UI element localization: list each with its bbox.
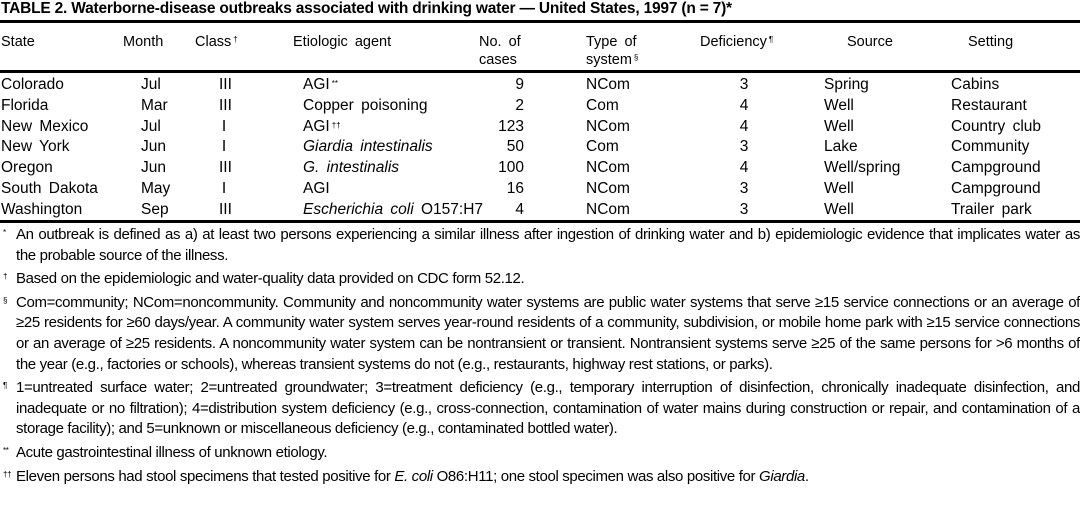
table-row [0,117,1080,138]
cell-month: Jun [141,138,166,156]
footnote-text: 1=untreated surface water; 2=untreated groundwater; 3=treatment deficiency (e.g., temporary interruption of disinfection, chronically inadequate disinfection, and inadequate or no filtration); 4=distribution system deficiency (e.g., cross-connection, contamination of water mains during construction or repair, and contamination of a storage facility); and 5=unknown or miscellaneous deficiency (e.g., contaminated bottled water). [16,379,1080,438]
footnote-marker: ¶ [3,381,7,391]
footnote-italic-text: E. coli [394,467,433,485]
cell-source: Well [824,96,854,114]
cell-etiologic-agent [303,96,430,116]
cell-source: Well [824,117,854,135]
cell-month: Jun [141,159,166,177]
column-header-state [1,33,35,51]
footnote-marker: † [3,272,8,282]
cell-setting: Community [951,138,1030,156]
cell-system-type: NCom [586,117,630,135]
cell-system-type: NCom [586,76,630,93]
cell-system-type: Com [586,96,619,114]
footnote-text: O86:H11; one stool specimen was also positive for [432,467,760,485]
cell-cases: 123 [498,117,524,135]
column-header-label: Deficiency [700,34,767,50]
cell-class: III [219,159,232,177]
cell-source: Well [824,200,854,218]
footnote-text: . [804,467,809,485]
cell-cases: 9 [515,76,524,93]
cell-month: Jul [141,117,161,135]
footnote-text: An outbreak is defined as a) at least two persons experiencing a similar illness after ingestion of drinking water and b) epidemiologic evidence that implicates water as the probable source of the illness. [16,226,1080,264]
cell-class: I [221,138,227,156]
table-row [0,200,1080,221]
header-rule [0,70,1080,73]
column-header-cases [479,33,521,69]
column-header-label: Month [123,34,164,50]
cell-cases: 16 [506,179,524,197]
column-header-label: Etiologic agent [293,34,392,50]
agent-text-rest: O157:H7 [413,200,484,218]
cell-setting: Restaurant [951,96,1027,114]
column-header-class [195,33,238,51]
cell-state: Oregon [1,159,53,177]
cell-system-type: NCom [586,179,630,197]
cell-state: New Mexico [1,117,89,135]
cell-deficiency: 3 [739,179,749,197]
cell-etiologic-agent [303,179,332,199]
column-header-label: cases [479,52,517,68]
cell-class: I [221,179,227,197]
cell-source: Well [824,179,854,197]
column-header-month [123,33,163,51]
cell-class: III [219,200,232,218]
cell-setting: Campground [951,159,1041,177]
cell-system-type: Com [586,138,619,156]
footnote-text: Acute gastrointestinal illness of unknown etiology. [16,443,328,461]
column-header-source [847,33,893,51]
cell-source: Well/spring [824,159,901,177]
footnote-italic-text: Giardia [759,467,805,485]
cell-cases: 4 [515,200,524,218]
footnotes [0,225,1080,490]
agent-text: AGI [303,117,330,135]
agent-italic-text: Giardia intestinalis [303,138,433,156]
cell-month: Mar [141,96,168,114]
column-header-label: Type of [586,34,637,50]
cell-state: Colorado [1,76,64,93]
cell-month: Jul [141,76,161,93]
footnote-marker: ** [331,79,338,88]
agent-text: AGI [303,76,330,93]
footnote-text: Based on the epidemiologic and water-quality data provided on CDC form 52.12. [16,270,525,288]
cell-source: Spring [824,76,869,93]
cell-state: South Dakota [1,179,98,197]
footnote-marker: ¶ [768,35,774,44]
cell-deficiency: 4 [739,96,749,114]
cell-class: I [221,117,227,135]
cell-etiologic-agent [303,137,435,157]
cell-deficiency: 4 [739,159,749,177]
table-row [0,75,1080,96]
cell-month: Sep [141,200,169,218]
cell-setting: Country club [951,117,1042,135]
cell-state: Washington [1,200,83,218]
column-header-setting [968,33,1013,51]
cell-class: III [219,76,232,93]
column-header-system-type [586,33,638,69]
cell-deficiency: 4 [739,117,749,135]
column-header-label: Class [195,34,232,50]
cell-deficiency: 3 [739,76,749,93]
column-header-label: No. of [479,34,521,50]
table-header [0,27,1080,67]
footnote-system-type [0,293,1080,375]
cell-etiologic-agent [303,117,341,137]
cell-month: May [141,179,171,197]
agent-italic-text: Escherichia coli [303,200,414,218]
cell-cases: 100 [498,159,524,177]
cell-deficiency: 3 [739,200,749,218]
footnote-outbreak-definition [0,225,1080,266]
footnote-marker: * [3,228,6,237]
top-rule [0,20,1080,23]
footnote-ecoli [0,467,1080,488]
footnote-text: Eleven persons had stool specimens that tested positive for [16,467,395,485]
cell-setting: Cabins [951,76,1000,93]
cell-state: New York [1,138,70,156]
agent-text: Copper poisoning [303,96,428,114]
footnote-marker: § [3,295,8,305]
cell-deficiency: 3 [739,138,749,156]
footnote-marker: † [233,35,238,44]
column-header-deficiency [700,33,773,51]
footnote-agi [0,443,1080,464]
table-title: TABLE 2. Waterborne-disease outbreaks associated with drinking water — United States, 1997 (n = 7)* [1,0,732,17]
cell-class: III [219,96,232,114]
cell-system-type: NCom [586,200,630,218]
column-header-label: system [586,52,632,68]
column-header-etiologic-agent [293,33,391,51]
footnote-deficiency [0,378,1080,440]
cell-cases: 50 [506,138,524,156]
column-header-label: Source [847,34,893,50]
cell-setting: Trailer park [951,200,1032,218]
cell-etiologic-agent [303,75,338,95]
table-row [0,96,1080,117]
table-body [0,75,1080,221]
agent-text: AGI [303,179,330,197]
footnote-marker: ** [3,445,9,455]
cell-cases: 2 [515,96,524,114]
footnote-marker: †† [331,120,341,130]
bottom-rule [0,220,1080,223]
column-header-label: State [1,34,35,50]
cell-etiologic-agent [303,158,401,178]
cell-state: Florida [1,96,49,114]
table-row [0,137,1080,158]
footnote-class [0,269,1080,290]
footnote-text: Com=community; NCom=noncommunity. Community and noncommunity water systems are public water systems that serve ≥15 service connections or an average of ≥25 residents for ≥60 days/year. A community water system serves year-round residents of a community, subdivision, or mobile home park with ≥15 service connections or an average of ≥25 residents. A noncommunity water system can be nontransient or transient. Nontransient systems serve ≥25 of the same persons for >6 months of the year (e.g., factories or schools), whereas transient systems do not (e.g., restaurants, highway rest stations, or parks). [16,293,1080,373]
cell-system-type: NCom [586,159,630,177]
table-row [0,158,1080,179]
cell-setting: Campground [951,179,1041,197]
cell-etiologic-agent [303,200,485,220]
agent-italic-text: G. intestinalis [303,159,400,177]
column-header-label: Setting [968,34,1014,50]
cell-source: Lake [824,138,858,156]
footnote-marker: †† [3,469,12,479]
table-row [0,179,1080,200]
footnote-marker: § [633,53,639,62]
